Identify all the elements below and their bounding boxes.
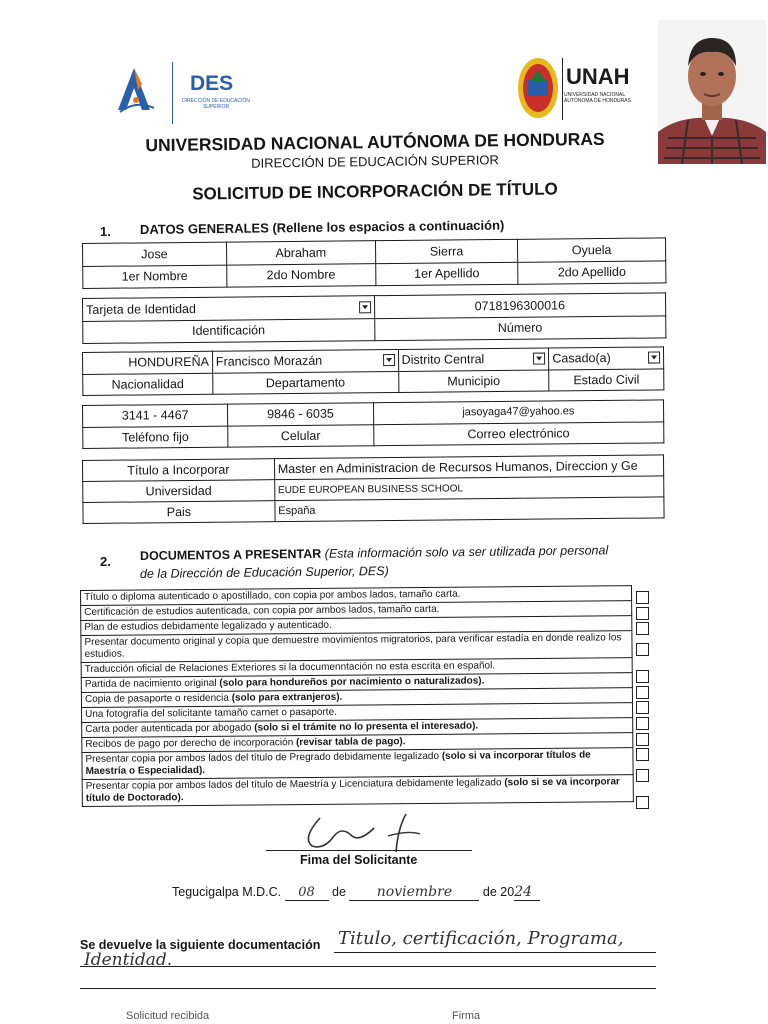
de-label: de bbox=[332, 885, 346, 899]
id-type-select[interactable] bbox=[83, 296, 375, 321]
document-note: (solo para hondureños por nacimiento o naturalizados). bbox=[219, 675, 485, 689]
document-text: Partida de nacimiento original bbox=[84, 677, 220, 690]
chevron-down-icon[interactable] bbox=[383, 354, 395, 366]
unah-shield-icon bbox=[516, 56, 560, 120]
country-label: Pais bbox=[83, 501, 275, 524]
applicant-photo bbox=[658, 20, 766, 164]
chevron-down-icon[interactable] bbox=[533, 353, 545, 365]
department-select[interactable] bbox=[212, 349, 398, 372]
document-checkboxes bbox=[636, 590, 652, 812]
section2-heading-italic-2: de la Dirección de Educación Superior, DES) bbox=[139, 563, 389, 581]
document-text: Una fotografía del solicitante tamaño carnet o pasaporte. bbox=[85, 706, 337, 720]
document-checkbox[interactable] bbox=[636, 701, 649, 714]
section2-heading bbox=[140, 543, 608, 563]
id-type-label: Identificación bbox=[83, 318, 375, 343]
mobile-field[interactable]: 9846 - 6035 bbox=[228, 403, 373, 426]
first-surname-field[interactable]: Sierra bbox=[375, 239, 518, 263]
civil-status-select[interactable] bbox=[549, 347, 664, 370]
received-label: Solicitud recibida bbox=[126, 1010, 210, 1022]
year-label: de 20 bbox=[482, 885, 515, 899]
day-field[interactable]: 08 bbox=[285, 885, 329, 901]
documents-table bbox=[80, 585, 634, 807]
first-surname-label: 1er Apellido bbox=[376, 262, 519, 286]
document-item bbox=[82, 775, 633, 807]
identification-table bbox=[82, 292, 666, 344]
document-note: (revisar tabla de pago). bbox=[295, 736, 406, 749]
month-field[interactable]: noviembre bbox=[349, 884, 479, 901]
id-type-value: Tarjeta de Identidad bbox=[86, 301, 196, 317]
municipality-value: Distrito Central bbox=[401, 352, 485, 368]
names-table bbox=[82, 237, 666, 289]
municipality-label: Municipio bbox=[398, 370, 549, 393]
university-title: UNIVERSIDAD NACIONAL AUTÓNOMA DE HONDURAS bbox=[145, 128, 605, 156]
department-label: Departamento bbox=[213, 371, 399, 394]
returned-docs-handwritten-1[interactable]: Titulo, certificación, Programa, bbox=[338, 928, 624, 949]
document-note: (solo si va incorporar títulos de Maestría o Especialidad). bbox=[85, 749, 591, 777]
email-field[interactable]: jasoyaga47@yahoo.es bbox=[373, 400, 664, 424]
document-text: Plan de estudios debidamente legalizado y autenticado. bbox=[84, 619, 332, 633]
civil-status-value: Casado(a) bbox=[552, 351, 611, 366]
returned-line-1 bbox=[334, 952, 656, 953]
id-number-field[interactable]: 0718196300016 bbox=[374, 293, 666, 318]
document-note: (solo si el trámite no lo presenta el interesado). bbox=[254, 720, 479, 734]
returned-docs-label: Se devuelve la siguiente documentación bbox=[80, 938, 321, 952]
section1-heading: DATOS GENERALES (Rellene los espacios a continuación) bbox=[139, 217, 505, 237]
document-checkbox[interactable] bbox=[636, 607, 649, 620]
applicant-portrait-icon bbox=[658, 20, 766, 164]
email-label: Correo electrónico bbox=[373, 421, 664, 445]
des-logo-text: DES bbox=[190, 72, 234, 95]
first-name-field[interactable]: Jose bbox=[83, 242, 227, 266]
form-title: SOLICITUD DE INCORPORACIÓN DE TÍTULO bbox=[192, 179, 558, 204]
second-surname-label: 2do Apellido bbox=[518, 260, 666, 284]
nationality-label: Nacionalidad bbox=[83, 373, 213, 396]
signature-label: Fima del Solicitante bbox=[300, 853, 418, 867]
id-number-label: Número bbox=[374, 315, 666, 340]
document-checkbox[interactable] bbox=[636, 622, 649, 635]
landline-field[interactable]: 3141 - 4467 bbox=[83, 404, 228, 427]
returned-docs-handwritten-2[interactable]: Identidad. bbox=[84, 950, 173, 970]
document-note: (solo si se va incorporar título de Doctorado). bbox=[85, 776, 620, 804]
document-checkbox[interactable] bbox=[636, 670, 649, 683]
university-field[interactable]: EUDE EUROPEAN BUSINESS SCHOOL bbox=[274, 476, 663, 501]
unah-logo-text: UNAH bbox=[566, 64, 630, 89]
des-logo-subtitle: DIRECCIÓN DE EDUCACIÓN SUPERIOR bbox=[182, 98, 250, 110]
document-text: Recibos de pago por derecho de incorporación bbox=[85, 737, 297, 750]
document-text: Presentar copia por ambos lados del título de Maestría y Licenciatura debidamente legalizado bbox=[85, 777, 505, 792]
mobile-label: Celular bbox=[228, 424, 373, 447]
degree-title-label: Título a Incorporar bbox=[83, 459, 275, 482]
document-text: Carta poder autenticada por abogado bbox=[85, 722, 255, 735]
section2-heading-bold: DOCUMENTOS A PRESENTAR bbox=[139, 546, 322, 563]
place-date bbox=[172, 884, 540, 901]
applicant-signature-icon bbox=[298, 806, 428, 856]
year-field[interactable]: 24 bbox=[514, 884, 540, 901]
document-checkbox[interactable] bbox=[636, 748, 649, 761]
document-text: Presentar copia por ambos lados del título de Pregrado debidamente legalizado bbox=[85, 750, 442, 765]
returned-line-3 bbox=[80, 988, 656, 989]
document-text: Presentar documento original y copia que demuestre movimientos migratorios, para verificar estadía en donde realizo los estudios. bbox=[84, 632, 622, 660]
document-checkbox[interactable] bbox=[636, 686, 649, 699]
returned-line-2 bbox=[80, 966, 656, 967]
section2-number: 2. bbox=[100, 554, 111, 569]
department-value: Francisco Morazán bbox=[215, 353, 323, 369]
origin-table bbox=[82, 346, 664, 396]
contact-table bbox=[82, 399, 664, 449]
nationality-field[interactable]: HONDUREÑA bbox=[83, 351, 213, 374]
document-checkbox[interactable] bbox=[636, 591, 649, 604]
municipality-select[interactable] bbox=[398, 348, 549, 371]
document-checkbox[interactable] bbox=[636, 733, 649, 746]
university-label: Universidad bbox=[83, 480, 275, 503]
direction-subtitle: DIRECCIÓN DE EDUCACIÓN SUPERIOR bbox=[251, 152, 499, 171]
second-name-field[interactable]: Abraham bbox=[226, 241, 375, 265]
city-label: Tegucigalpa M.D.C. bbox=[172, 885, 282, 899]
document-checkbox[interactable] bbox=[636, 717, 649, 730]
document-row bbox=[82, 775, 633, 807]
degree-table bbox=[82, 454, 665, 524]
document-text: Certificación de estudios autenticada, con copia por ambos lados, tamaño carta. bbox=[84, 603, 440, 618]
section1-number: 1. bbox=[100, 224, 111, 239]
country-field[interactable]: España bbox=[275, 497, 664, 522]
second-name-label: 2do Nombre bbox=[226, 263, 375, 287]
signature-line bbox=[266, 850, 472, 851]
document-note: (solo para extranjeros). bbox=[231, 691, 343, 704]
landline-label: Teléfono fijo bbox=[83, 426, 228, 449]
chevron-down-icon[interactable] bbox=[648, 352, 660, 364]
degree-title-field[interactable]: Master en Administracion de Recursos Humanos, Direccion y Ge bbox=[274, 455, 663, 480]
document-text: Título o diploma autenticado o apostillado, con copia por ambos lados, tamaño carta. bbox=[84, 588, 461, 603]
unah-logo-subtitle: UNIVERSIDAD NACIONAL AUTÓNOMA DE HONDURAS bbox=[564, 92, 631, 104]
civil-status-label: Estado Civil bbox=[549, 368, 664, 391]
document-text: Traducción oficial de Relaciones Exteriores si la documenntación no esta escrita en español. bbox=[84, 660, 496, 675]
footer-signature-label: Firma bbox=[452, 1010, 481, 1022]
chevron-down-icon[interactable] bbox=[359, 301, 371, 313]
section2-heading-italic: (Esta información solo va ser utilizada por personal bbox=[324, 543, 609, 561]
second-surname-field[interactable]: Oyuela bbox=[518, 238, 666, 262]
document-checkbox[interactable] bbox=[636, 796, 649, 809]
document-checkbox[interactable] bbox=[636, 769, 649, 782]
document-text: Copia de pasaporte o residencia bbox=[84, 692, 232, 705]
document-checkbox[interactable] bbox=[636, 643, 649, 656]
first-name-label: 1er Nombre bbox=[83, 265, 227, 289]
